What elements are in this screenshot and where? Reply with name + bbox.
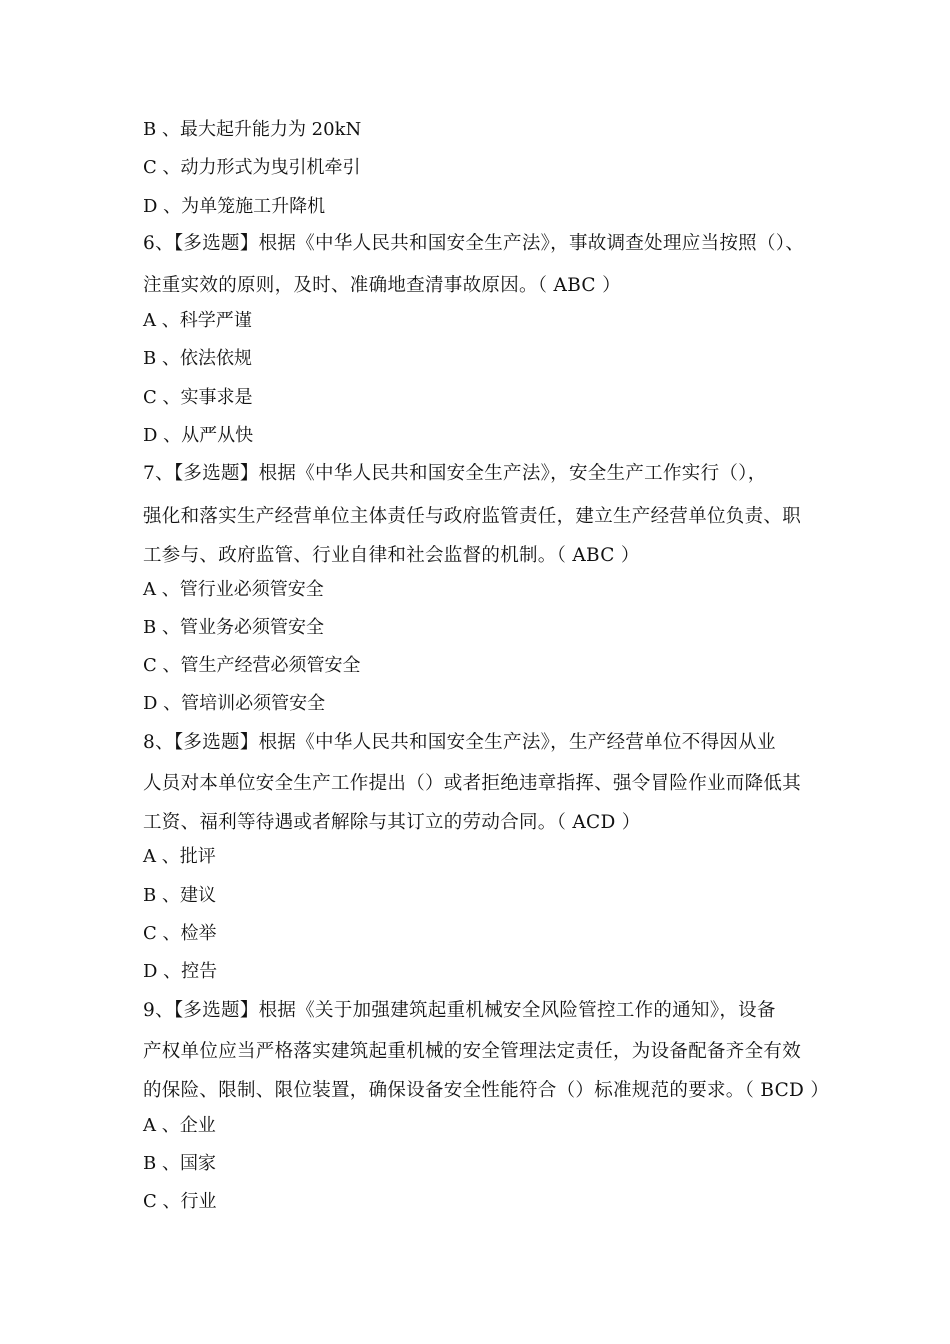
option-a-q7: A 、管行业必须管安全 bbox=[143, 579, 324, 600]
option-b-q5: B 、最大起升能力为 20kN bbox=[143, 119, 362, 140]
option-c-q8: C 、检举 bbox=[143, 923, 217, 944]
option-d-q7: D 、管培训必须管安全 bbox=[143, 693, 326, 714]
question-7-line-2: 强化和落实生产经营单位主体责任与政府监管责任，建立生产经营单位负责、职 bbox=[143, 506, 802, 527]
option-c-q9: C 、行业 bbox=[143, 1191, 217, 1212]
question-6-line-1: 6、【多选题】根据《中华人民共和国安全生产法》，事故调查处理应当按照（）、 bbox=[143, 233, 805, 254]
option-c-q5: C 、动力形式为曳引机牵引 bbox=[143, 157, 361, 178]
question-9-line-2: 产权单位应当严格落实建筑起重机械的安全管理法定责任，为设备配备齐全有效 bbox=[143, 1041, 802, 1062]
question-8-line-3: 工资、福利等待遇或者解除与其订立的劳动合同。（ ACD ） bbox=[143, 812, 641, 833]
question-7-line-3: 工参与、政府监管、行业自律和社会监督的机制。（ ABC ） bbox=[143, 545, 640, 566]
option-a-q9: A 、企业 bbox=[143, 1115, 216, 1136]
option-b-q6: B 、依法依规 bbox=[143, 348, 252, 369]
option-d-q5: D 、为单笼施工升降机 bbox=[143, 196, 326, 217]
option-a-q8: A 、批评 bbox=[143, 846, 216, 867]
question-6-line-2: 注重实效的原则，及时、准确地查清事故原因。（ ABC ） bbox=[143, 275, 621, 296]
option-d-q8: D 、控告 bbox=[143, 961, 218, 982]
question-9-line-1: 9、【多选题】根据《关于加强建筑起重机械安全风险管控工作的通知》，设备 bbox=[143, 1000, 776, 1021]
option-b-q8: B 、建议 bbox=[143, 885, 216, 906]
option-b-q7: B 、管业务必须管安全 bbox=[143, 617, 324, 638]
question-9-line-3: 的保险、限制、限位装置，确保设备安全性能符合（）标准规范的要求。（ BCD ） bbox=[143, 1080, 830, 1101]
option-c-q7: C 、管生产经营必须管安全 bbox=[143, 655, 361, 676]
option-d-q6: D 、从严从快 bbox=[143, 425, 254, 446]
option-c-q6: C 、实事求是 bbox=[143, 387, 253, 408]
question-8-line-1: 8、【多选题】根据《中华人民共和国安全生产法》，生产经营单位不得因从业 bbox=[143, 732, 776, 753]
option-a-q6: A 、科学严谨 bbox=[143, 310, 252, 331]
question-7-line-1: 7、【多选题】根据《中华人民共和国安全生产法》，安全生产工作实行（）， bbox=[143, 463, 767, 484]
option-b-q9: B 、国家 bbox=[143, 1153, 216, 1174]
question-8-line-2: 人员对本单位安全生产工作提出（）或者拒绝违章指挥、强令冒险作业而降低其 bbox=[143, 773, 802, 794]
